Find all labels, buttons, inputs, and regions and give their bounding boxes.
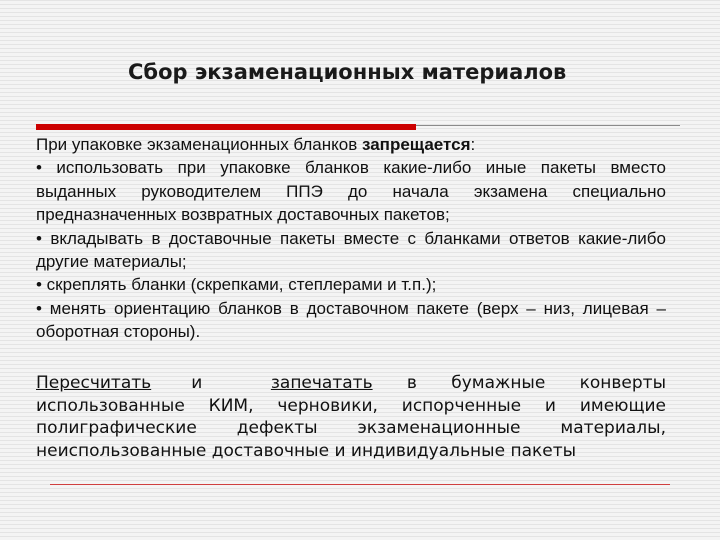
recount-text: в бумажные конверты использованные КИМ, черновики, испорченные и имеющие полиграфические дефекты экзаменационные материалы, неиспользованные доставочные и индивидуальные пакеты [36, 373, 666, 461]
intro-prefix: При упаковке экзаменационных бланков [36, 135, 362, 154]
intro-line [36, 133, 666, 156]
and-word: и [191, 373, 203, 393]
bullet-item: • менять ориентацию бланков в доставочном пакете (верх – низ, лицевая – оборотная стороны). [36, 298, 666, 342]
recount-block [36, 372, 666, 462]
bullet-item: • использовать при упаковке бланков какие-либо иные пакеты вместо выданных руководителем ППЭ до начала экзамена специально предназначенных возвратных доставочных пакетов; [36, 158, 666, 225]
prohibitions-block [36, 133, 666, 344]
recount-word: Пересчитать [36, 373, 152, 393]
bullet-item: • скреплять бланки (скрепками, степлерами и т.п.); [36, 275, 437, 295]
intro-suffix: : [470, 135, 476, 154]
intro-bold-word: запрещается [362, 135, 471, 154]
seal-word: запечатать [270, 373, 373, 393]
bullet-item: • вкладывать в доставочные пакеты вместе с бланками ответов какие-либо другие материалы; [36, 228, 666, 272]
slide-title: Сбор экзаменационных материалов [128, 60, 567, 84]
top-accent-bar [36, 124, 416, 130]
bottom-divider [50, 484, 670, 485]
